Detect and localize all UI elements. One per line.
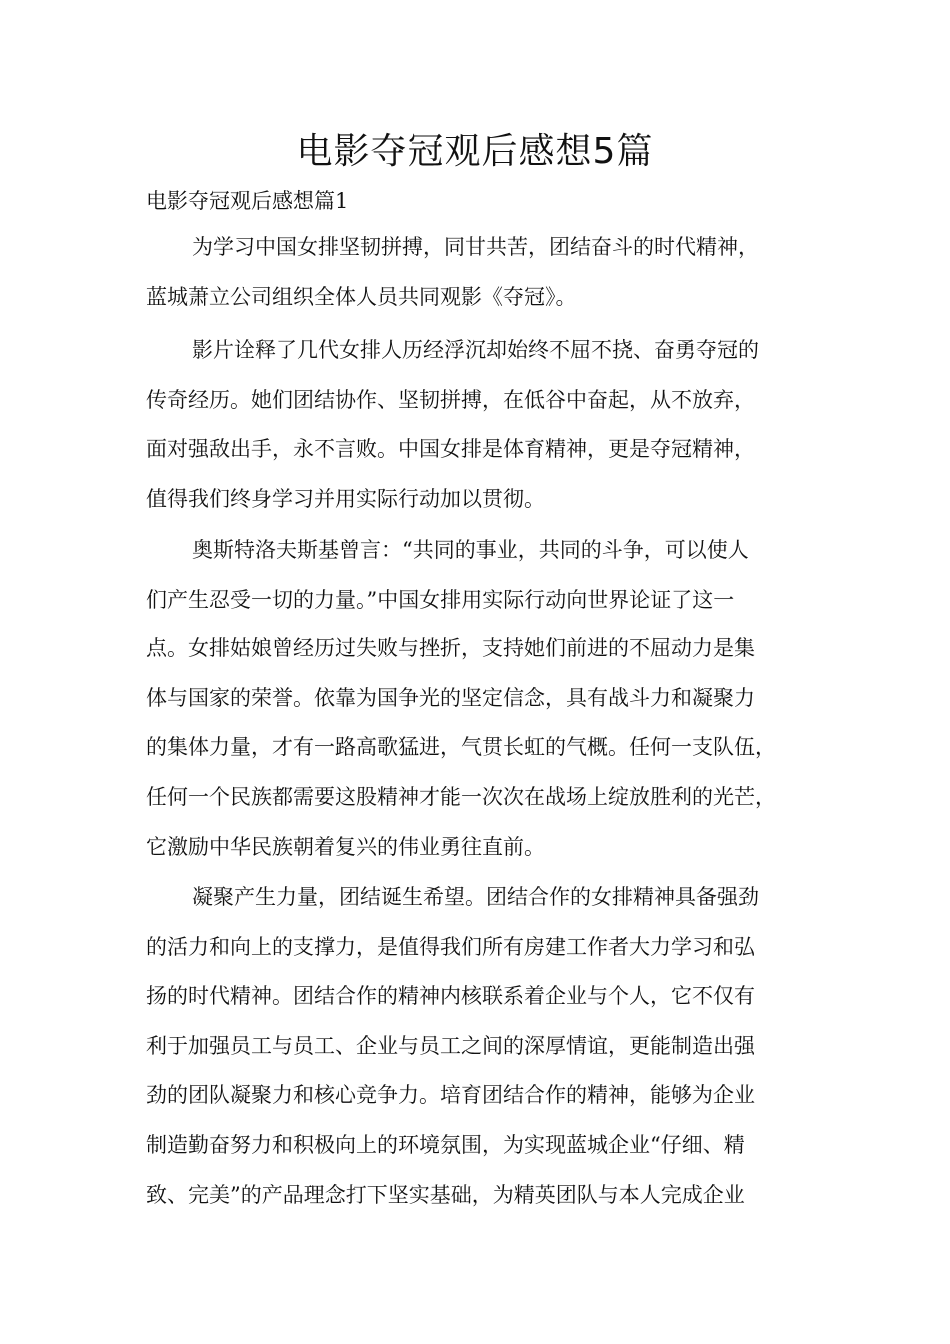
text-line: 的集体力量，才有一路高歌猛进，气贯长虹的气概。任何一支队伍， [146, 735, 776, 759]
text-line: 致、完美”的产品理念打下坚实基础，为精英团队与本人完成企业 [146, 1183, 745, 1207]
text-line: 面对强敌出手，永不言败。中国女排是体育精神，更是夺冠精神， [146, 437, 755, 461]
text-line: 们产生忍受一切的力量。”中国女排用实际行动向世界论证了这一 [146, 588, 735, 612]
text-line: 蓝城萧立公司组织全体人员共同观影《夺冠》。 [146, 285, 577, 309]
text-line: 扬的时代精神。团结合作的精神内核联系着企业与个人，它不仅有 [146, 984, 755, 1008]
text-line: 任何一个民族都需要这股精神才能一次次在战场上绽放胜利的光芒， [146, 785, 776, 809]
text-line: 的活力和向上的支撑力，是值得我们所有房建工作者大力学习和弘 [146, 935, 755, 959]
text-line: 值得我们终身学习并用实际行动加以贯彻。 [146, 487, 545, 511]
document-title: 电影夺冠观后感想5篇 [296, 131, 654, 172]
text-line: 凝聚产生力量，团结诞生希望。团结合作的女排精神具备强劲 [192, 885, 759, 909]
text-line: 影片诠释了几代女排人历经浮沉却始终不屈不挠、奋勇夺冠的 [192, 338, 759, 362]
text-line: 它激励中华民族朝着复兴的伟业勇往直前。 [146, 835, 545, 859]
text-line: 制造勤奋努力和积极向上的环境氛围，为实现蓝城企业“仔细、精 [146, 1133, 745, 1157]
text-line: 奥斯特洛夫斯基曾言：“共同的事业，共同的斗争，可以使人 [192, 538, 749, 562]
text-line: 劲的团队凝聚力和核心竞争力。培育团结合作的精神，能够为企业 [146, 1083, 755, 1107]
section-heading: 电影夺冠观后感想篇1 [146, 189, 349, 213]
text-line: 传奇经历。她们团结协作、坚韧拼搏，在低谷中奋起，从不放弃， [146, 388, 755, 412]
text-line: 体与国家的荣誉。依靠为国争光的坚定信念，具有战斗力和凝聚力 [146, 686, 755, 710]
text-line: 点。女排姑娘曾经历过失败与挫折，支持她们前进的不屈动力是集 [146, 636, 755, 660]
text-line: 利于加强员工与员工、企业与员工之间的深厚情谊，更能制造出强 [146, 1034, 755, 1058]
text-line: 为学习中国女排坚韧拼搏，同甘共苦，团结奋斗的时代精神， [192, 235, 759, 259]
